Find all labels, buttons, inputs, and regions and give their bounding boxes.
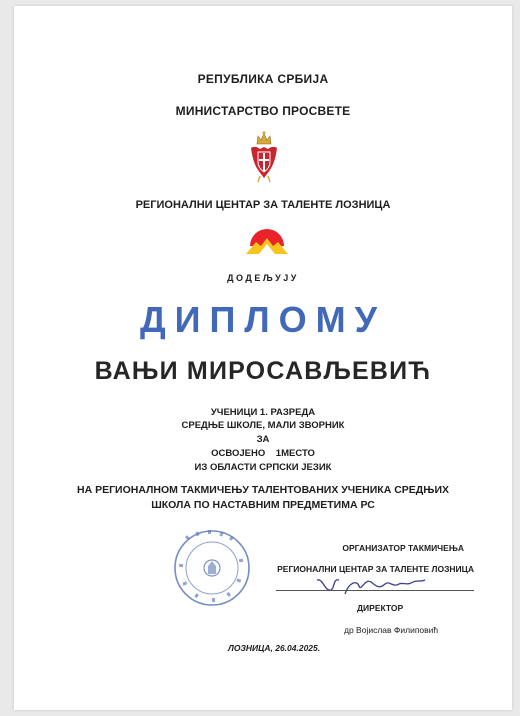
director-name: др Војислав Филиповић	[344, 625, 439, 635]
for-line: ЗА	[256, 434, 270, 445]
competition-line-1: НА РЕГИОНАЛНОМ ТАКМИЧЕЊУ ТАЛЕНТОВАНИХ УЧЕНИКА СРЕДЊИХ	[76, 484, 449, 496]
diploma-document	[14, 6, 512, 710]
place-date: ЛОЗНИЦА, 26.04.2025.	[228, 643, 321, 653]
awards-text: ДОДЕЉУЈУ	[227, 273, 299, 283]
organizer-label: ОРГАНИЗАТОР ТАКМИЧЕЊА	[342, 543, 464, 553]
ministry-heading: МИНИСТАРСТВО ПРОСВЕТЕ	[175, 104, 351, 118]
republic-heading: РЕПУБЛИКА СРБИЈА	[197, 72, 329, 86]
organizer-name: РЕГИОНАЛНИ ЦЕНТАР ЗА ТАЛЕНТЕ ЛОЗНИЦА	[277, 564, 474, 574]
competition-line-2: ШКОЛА ПО НАСТАВНИМ ПРЕДМЕТИМА РС	[151, 499, 375, 511]
recipient-name: ВАЊИ МИРОСАВЉЕВИЋ	[94, 357, 432, 385]
grade-line: УЧЕНИЦИ 1. РАЗРЕДА	[210, 407, 316, 418]
school-line: СРЕДЊЕ ШКОЛЕ, МАЛИ ЗВОРНИК	[181, 420, 345, 431]
place-won-line: ОСВОЈЕНО 1МЕСТО	[211, 448, 315, 459]
signature-line	[276, 590, 474, 591]
serbia-coat-of-arms-icon	[248, 130, 280, 186]
director-label: ДИРЕКТОР	[357, 603, 404, 613]
diploma-title: ДИПЛОМУ	[139, 299, 387, 340]
subject-line: ИЗ ОБЛАСТИ СРПСКИ ЈЕЗИК	[194, 462, 332, 473]
director-signature	[309, 570, 429, 600]
regional-center-logo-icon	[244, 216, 290, 254]
official-stamp-icon	[172, 528, 252, 608]
center-heading: РЕГИОНАЛНИ ЦЕНТАР ЗА ТАЛЕНТЕ ЛОЗНИЦА	[135, 199, 391, 211]
